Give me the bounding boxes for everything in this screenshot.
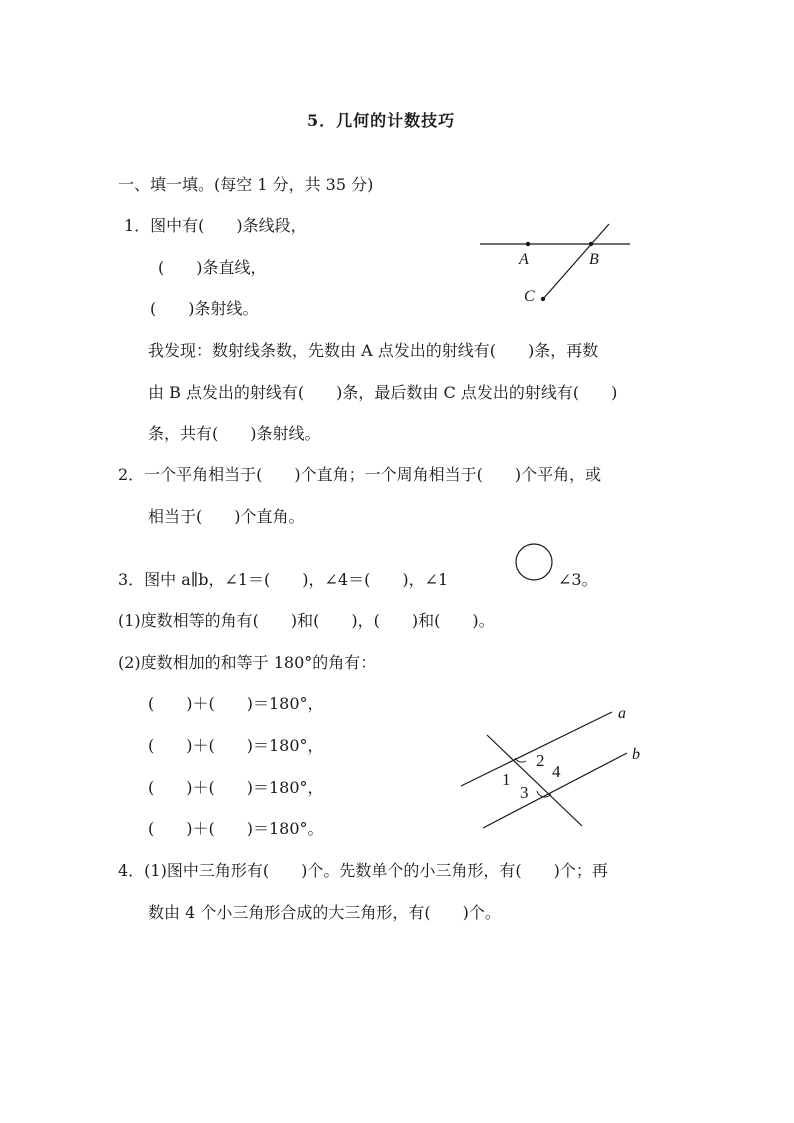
q3-line-1: 3．图中 a∥b，∠1＝( )，∠4＝( )，∠1 [118,570,449,589]
label-angle-2: 2 [536,751,545,770]
q3-equation-4: ( )＋( )＝180°。 [148,819,324,838]
q1-line-6: 条，共有( )条射线。 [148,424,321,443]
q1-line-5: 由 B 点发出的射线有( )条，最后数由 C 点发出的射线有( ) [148,383,618,402]
q2-line-2: 相当于( )个直角。 [148,507,305,526]
q3-equation-2: ( )＋( )＝180°， [148,736,324,755]
page-title: 5．几何的计数技巧 [307,111,456,130]
section-heading: 一、填一填。(每空 1 分，共 35 分) [118,175,374,194]
q4-line-1: 4．(1)图中三角形有( )个。先数单个的小三角形，有( )个；再 [118,861,608,880]
q1-line-2: ( )条直线， [158,258,267,277]
q1-line-3: ( )条射线。 [150,299,259,318]
label-angle-3: 3 [520,783,529,802]
label-c: C [524,288,535,305]
point-a [526,242,530,246]
line-a [461,712,612,786]
label-line-a: a [618,705,626,722]
q1-line-figure [470,215,640,315]
q2-line-1: 2．一个平角相当于( )个直角；一个周角相当于( )个平角，或 [118,465,602,484]
label-angle-1: 1 [502,770,511,789]
label-b: B [589,251,599,268]
q3-equation-3: ( )＋( )＝180°， [148,778,324,797]
label-a: A [519,251,529,268]
q1-line-1: 1．图中有( )条线段， [124,216,307,235]
label-line-b: b [632,746,640,763]
q3-line-1-end: ∠3。 [558,570,598,589]
ray-from-c [543,224,609,299]
answer-circle [514,542,554,582]
label-angle-4: 4 [552,762,561,781]
q1-line-4: 我发现：数射线条数，先数由 A 点发出的射线有( )条，再数 [148,341,599,360]
q4-line-2: 数由 4 个小三角形合成的大三角形，有( )个。 [148,903,501,922]
point-c [541,297,545,301]
q3-sub-1: (1)度数相等的角有( )和( )，( )和( )。 [118,611,495,630]
q3-sub-2: (2)度数相加的和等于 180°的角有： [118,653,377,672]
point-b [589,242,593,246]
q3-equation-1: ( )＋( )＝180°， [148,694,324,713]
q3-parallel-lines-figure [455,700,655,835]
